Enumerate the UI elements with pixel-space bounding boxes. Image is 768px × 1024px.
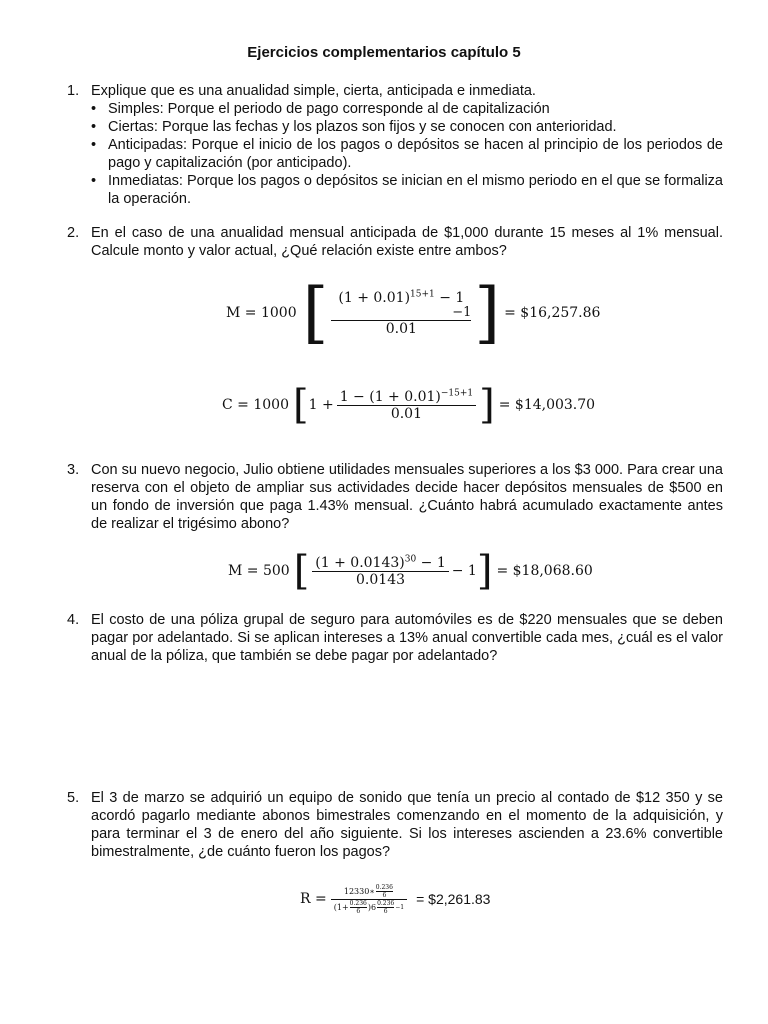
formula-result: = $16,257.86 [504,305,601,321]
formula-monto [226,274,601,351]
question-1 [67,82,723,208]
question-text: Explique que es una anualidad simple, cierta, anticipada e inmediata. [91,83,536,99]
question-number: 4. [67,612,80,628]
fraction: $(1 + 0.01)^{15+1} - 1$ −1 0.01 [331,290,471,337]
left-bracket: [ [302,274,329,351]
question-text: El 3 de marzo se adquirió un equipo de sonido que tenía un precio al contado de $12 350 y se acordó pagarlo mediante abonos bimestrales comenzando en el momento de la adquisición, y para terminar el 3 de enero del año siguiente. Si los intereses ascienden a 23.6% convertible bimestralmente, ¿de cuánto fueron los pagos? [91,790,723,860]
bullet-item: • Ciertas: Porque las fechas y los plazos son fijos y se conocen con anterioridad. [91,118,723,136]
formula-lhs: R = [300,891,327,907]
bullet-item: • Anticipadas: Porque el inicio de los pagos o depósitos se hacen al principio de los periodos de pago y capitalización (por anticipado). [91,136,723,172]
formula-result: = $14,003.70 [498,397,596,413]
fraction: 12330∗ $\frac{0.236}{6}$ (1+ $\frac{0.236}{6}$ ) 6 $\frac{0.236}{6}$ −1 [331,884,407,915]
bullet-list [91,100,723,208]
bullet-item: • Simples: Porque el periodo de pago corresponde al de capitalización [91,100,723,118]
question-text: En el caso de una anualidad mensual anticipada de $1,000 durante 15 meses al 1% mensual. Calcule monto y valor actual, ¿Qué relación existe entre ambos? [91,225,723,259]
question-5 [67,789,723,861]
bullet-item: • Inmediatas: Porque los pagos o depósitos se inician en el mismo periodo en el que se formaliza la operación. [91,172,723,208]
fraction: $\frac{(1 + 0.0143)^{30} - 1}{0.0143}$ [312,555,448,588]
formula-lhs: C = 1000 [222,397,289,413]
question-3 [67,461,723,533]
fraction: $\frac{1 - (1 + 0.01)^{-15+1}}{0.01}$ [337,389,476,422]
question-number: 1. [67,83,80,99]
question-number: 3. [67,462,80,478]
question-number: 5. [67,790,80,806]
formula-valor-actual: C = 1000 [ 1 + $\frac{1 - (1 + 0.01)^{-15+1}}{0.01}$ ] = $14,003.70 [222,382,596,428]
formula-result: = $18,068.60 [496,563,593,579]
formula-q3: M = 500 [ $\frac{(1 + 0.0143)^{30} - 1}{0.0143}$ − 1 ] = $18,068.60 [228,548,593,594]
question-text: El costo de una póliza grupal de seguro para automóviles es de $220 mensuales que se deben pagar por adelantado. Si se aplican intereses a 13% anual convertible cada mes, ¿cuál es el valor anual de la póliza, que también se debe pagar por adelantado? [91,612,723,664]
formula-q5 [300,876,490,922]
left-bracket: [ [292,382,309,428]
right-bracket: ] [479,382,495,428]
page-title: Ejercicios complementarios capítulo 5 [247,44,521,61]
right-bracket: ] [476,548,493,594]
question-text: Con su nuevo negocio, Julio obtiene utilidades mensuales superiores a los $3 000. Para crear una reserva con el objeto de ampliar sus actividades decide hacer depósitos mensuales de $500 en un fondo de inversión que paga 1.43% mensual. ¿Cuánto habrá acumulado exactamente antes de realizar el trigésimo abono? [91,462,723,532]
right-bracket: ] [474,274,501,351]
left-bracket: [ [293,548,310,594]
formula-lhs: M = 500 [228,563,290,579]
question-2 [67,224,723,260]
formula-lhs: M = 1000 [226,305,297,321]
question-number: 2. [67,225,80,241]
formula-result: = $2,261.83 [416,891,491,907]
question-4 [67,611,723,665]
